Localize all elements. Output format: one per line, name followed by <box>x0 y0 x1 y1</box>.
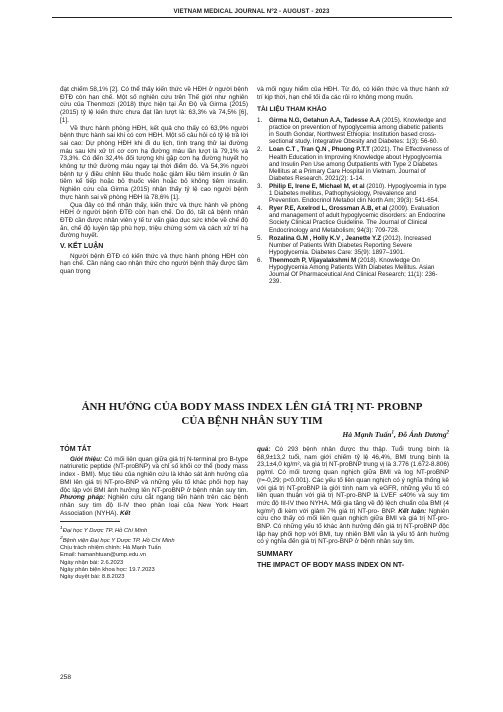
abstract-right-column <box>257 446 449 570</box>
conclusion-paragraph: Người bệnh ĐTĐ có kiến thức và thực hành phòng HĐH còn hạn chế. Cần nâng cao nhận thức cho người bệnh thấy được tầm quan trọng <box>60 252 248 276</box>
left-column <box>60 86 248 276</box>
discussion-paragraph-1: đạt chiếm 58,1% [2]. Có thể thấy kiến thức về HĐH ở người bệnh ĐTĐ còn hạn chế. Một số nghiên cứu trên Thế giới như nghiên cứu của Thenmozi (2018) thực hiện tại Ấn Độ và Girma (2015) (2015) tỷ lệ kiến thức chưa đạt lần lượt là: 63,3% và 74,5% [6], [1]. <box>60 86 248 124</box>
article-title <box>48 400 456 428</box>
result-label-end: quả: <box>257 446 271 453</box>
reference-authors: Philip E, Irene E, Michael M, et al <box>269 182 365 190</box>
english-title: THE IMPACT OF BODY MASS INDEX ON NT- <box>257 561 405 569</box>
page-number: 258 <box>60 674 72 681</box>
reference-authors: Loan C.T , Tran Q.N , Phuong P.T.T <box>269 146 370 154</box>
journal-header: VIETNAM MEDICAL JOURNAL Nº2 - AUGUST - 2023 <box>173 8 330 15</box>
date-received: Ngày nhận bài: 2.6.2023 <box>60 559 124 566</box>
result-text: Có 293 bệnh nhân được thu thập. Tuổi trung bình là 68,9±13,2 tuổi, nam giới chiếm tỷ lệ 46,4%, BMI trung bình là 23,1±4,0 kg/m², và giá trị NT-proBNP trung vị là 3.776 (1.672-8.806) pg/ml. Có mối tương quan nghịch giữa BMI và log NT-proBNP (r=-0,29; p<0.001). Các yếu tố liên quan nghịch có ý nghĩa thống kê với giá trị NT-proBNP là giới tính nam và eGFR, những yếu tố có liên quan thuận với giá trị NT-pro-BNP là LVEF ≤40% và suy tim mức độ III-IV theo NYHA. Mối gia tăng về độ lệch chuẩn của BMI (4 kg/m²) đi kèm với giảm 7% giá trị NT-pro- BNP. <box>257 446 450 515</box>
reference-item <box>257 205 449 233</box>
abstract-results <box>257 446 449 546</box>
abstract-heading: TÓM TẮT <box>60 446 92 453</box>
author-name: Đỗ Ánh Dương <box>397 430 447 439</box>
discussion-paragraph-3: Qua đây có thể nhận thấy, kiến thức và thực hành về phòng HĐH ở người bệnh ĐTĐ còn hạn chế. Do đó, tất cả bệnh nhân ĐTĐ cần được nhân viên y tế tư vấn giáo dục sức khỏe về chế độ ăn, chế độ luyện tập phù hợp, triệu chứng sớm và cách xử trí hạ đường huyết. <box>60 201 248 240</box>
reference-authors: Thenmozh P, Vijayalakshmi M <box>269 256 357 264</box>
corresponding-author: Chịu trách nhiệm chính: Hà Mạnh Tuấn <box>60 545 161 552</box>
abstract-conclusion-text: Nghiên cứu cho thấy có mối liên quan nghịch giữa BMI và giá trị NT-pro-BNP. Có những yếu tố khác ảnh hưởng đến giá trị NT-proBNP độc lập hay phối hợp với BMI, tuy nhiên BMI vẫn là yếu tố ảnh hưởng có ý nghĩa đến giá trị NT-pro-BNP ở bệnh nhân suy tim. <box>257 507 449 546</box>
reference-item <box>257 257 449 285</box>
reference-number: 5. <box>257 234 263 242</box>
conclusion-continuation: và mối nguy hiểm của HĐH. Từ đó, có kiến thức và thực hành xử trí kịp thời, hạn chế tối đa các rủi ro không mong muốn. <box>257 86 449 101</box>
reference-number: 3. <box>257 182 263 190</box>
references-title: TÀI LIỆU THAM KHẢO <box>257 106 327 114</box>
reference-item <box>257 117 449 145</box>
reference-item <box>257 183 449 204</box>
reference-number: 4. <box>257 205 263 213</box>
reference-list <box>257 117 449 285</box>
intro-text: Có mối liên quan giữa giá trị N-terminal pro B-type natriuretic peptide (NT-proBNP) và chỉ số khối cơ thể (body mass index - BMI). Mục tiêu của nghiên cứu là khảo sát ảnh hưởng của BMI lên giá trị NT-pro-BNP và những yếu tố khác phối hợp hay độc lập với BMI ảnh hưởng lên NT-proBNP ở bệnh nhân suy tim. <box>60 455 248 494</box>
reference-text: (2012). Increased Number of Patients With Diabetes Reporting Severe Hypoglycemia. Diabetes Care: 35(9): 1897–1901. <box>269 234 432 256</box>
reference-number: 2. <box>257 146 263 154</box>
reference-number: 1. <box>257 117 263 125</box>
date-accepted: Ngày duyệt bài: 8.8.2023 <box>60 573 125 580</box>
summary-heading: SUMMARY <box>257 551 293 559</box>
reference-number: 6. <box>257 256 263 264</box>
affiliation-1: $^1$Đại học Y Dược TP. Hồ Chí Minh <box>60 526 148 535</box>
author-affiliation-mark: 1 <box>391 430 394 436</box>
reference-authors: Girma N.G, Getahun A.A, Tadesse A.A <box>269 117 381 125</box>
result-label-start: Kết <box>120 509 131 517</box>
right-column <box>257 86 449 286</box>
author-name: Hà Mạnh Tuấn <box>342 430 392 439</box>
method-label: Phương pháp: <box>60 494 106 502</box>
reference-text: (2010). Hypoglycemia in type 1 Diabetes mellitus, Pathophysiology, Prevalence and Prevention. Endocrinol Metabol clin North Am; 39(3): 541-654. <box>269 182 447 205</box>
reference-item <box>257 235 449 256</box>
reference-item <box>257 146 449 181</box>
article-title-line-1: ẢNH HƯỞNG CỦA BODY MASS INDEX LÊN GIÁ TRỊ NT- PROBNP <box>81 401 423 413</box>
method-text: Nghiên cứu cắt ngang tiến hành trên các bệnh nhân suy tim độ II-IV theo phân loại của New York Heart Association (NYHA). <box>60 494 249 517</box>
reference-authors: Rozalina G.M , Holly K.V , Jeanette Y.Z <box>269 234 381 242</box>
reference-authors: Ryer P.E, Axelrod L, Grossman A.B, et al <box>269 205 388 213</box>
discussion-paragraph-2: Về thực hành phòng HĐH, kết quả cho thấy có 63,9% người bệnh thực hành sai khi có cơn HĐH. Một số câu hỏi có tỷ lệ trả lời sai cao: Dự phòng HĐH khi đi du lịch, tình trạng thử lại đường máu sau khi xử trí cơ cơn hạ đường máu lần lượt là 79,1% và 73,3%. Có đến 32,4% đối tượng khi gặp cơn hạ đường huyết họ không tự thử đường máu ngay tại thời điểm đó. Và 54,3% người bệnh tự ý điều chỉnh liều thuốc hoặc giảm liều tiêm insulin ở lần tiêm kế tiếp hoặc bỏ thuốc viên hoặc bỏ không tiêm insulin. Nghiên cứu của Girma (2015) nhận thấy tỷ lệ cao người bệnh thực hành sai về phòng HĐH là 78,6% [1]. <box>60 124 248 201</box>
affiliation-2: $^2$Bệnh viện Đại học Y Dược TP. Hồ Chí Minh <box>60 536 175 545</box>
abstract-conclusion-label: Kết luận: <box>398 507 427 515</box>
date-reviewed: Ngày phản biện khoa học: 19.7.2023 <box>60 566 155 573</box>
intro-label: Giới thiệu: <box>70 455 103 463</box>
abstract-left-column <box>60 446 248 581</box>
footnote-divider <box>60 521 120 522</box>
reference-text: (2009). Evaluation and management of adult hypoglycemic disorders: an Endocrine Society Clinical Practice Guideline. The Journal of Clinical Endocrinology and Metabolism; 94(3): 709-728. <box>269 205 446 234</box>
conclusion-heading: V. KẾT LUẬN <box>60 243 104 251</box>
header-divider <box>52 17 452 18</box>
author-separator: , <box>393 430 398 439</box>
author-affiliation-mark: 2 <box>446 430 449 436</box>
corresponding-email: Email: hamanhtuan@ump.edu.vn <box>60 552 147 559</box>
reference-text: (2021). The Effectiveness of Health Education in Improving Knowledge about Hypoglycemia and Insulin Pen Use among Outpatients with Type 2 Diabetes Mellitus at a Primary Care Hospital in Vietnam. Journal of Diabetes Research. 2021(2): 1-14. <box>269 146 449 182</box>
article-title-line-2: CỦA BỆNH NHÂN SUY TIM <box>181 415 323 427</box>
abstract-intro <box>60 456 248 518</box>
author-line <box>257 430 449 439</box>
reference-text: (2015). Knowledge and practice on prevention of hypoglycemia among diabetic patients in South Gondar, Northwest Ethiopia: Institution based cross-sectional study. Integrative Obesity and Diabetes: 1(3): 56-60. <box>269 117 446 146</box>
reference-text: (2018). Knowledge On Hypoglycemia Among Patients With Diabetes Mellitus. Asian Journal Of Pharmaceutical And Clinical Research; 11(1): 236-239. <box>269 256 438 286</box>
